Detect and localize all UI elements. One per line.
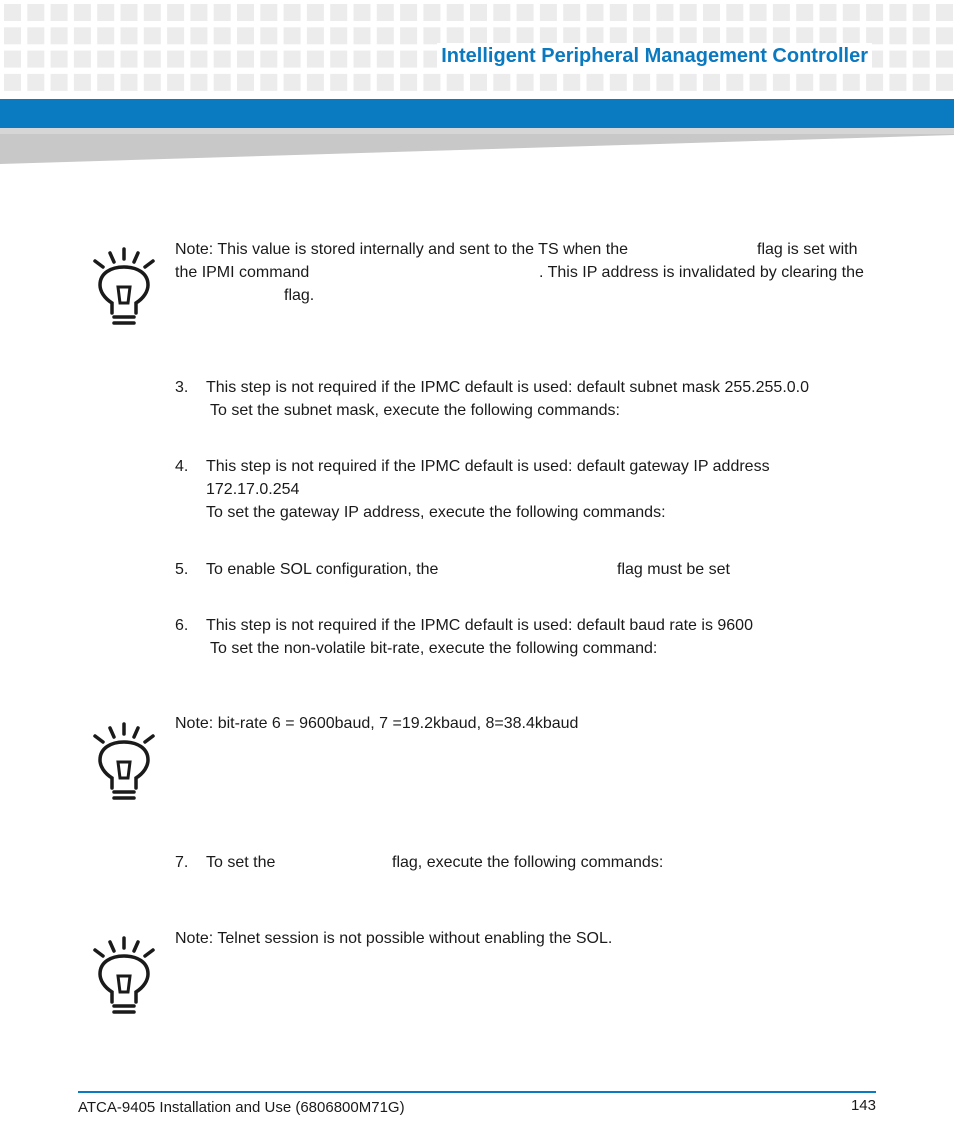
pattern-square [4, 74, 21, 91]
pattern-square [74, 74, 91, 91]
pattern-square [470, 74, 487, 91]
pattern-square [493, 4, 510, 21]
pattern-square [284, 51, 301, 68]
page-number: 143 [850, 1097, 876, 1114]
pattern-square [913, 27, 930, 44]
step-6-line-1: This step is not required if the IPMC default is used: default baud rate is 9600 [206, 617, 753, 634]
pattern-square [27, 4, 44, 21]
pattern-square [330, 74, 347, 91]
pattern-square [330, 27, 347, 44]
step-4-number: 4. [175, 458, 189, 475]
step-3-line-2: To set the subnet mask, execute the following commands: [210, 402, 620, 419]
pattern-square [4, 51, 21, 68]
pattern-square [587, 74, 604, 91]
section-title: Intelligent Peripheral Management Controller [437, 43, 872, 69]
pattern-square [773, 4, 790, 21]
pattern-square [423, 4, 440, 21]
pattern-square [307, 27, 324, 44]
pattern-square [214, 4, 231, 21]
note-1-line-2a: the IPMI command [175, 264, 310, 281]
pattern-square [27, 51, 44, 68]
pattern-square [820, 27, 837, 44]
pattern-square [190, 51, 207, 68]
pattern-square [843, 27, 860, 44]
note-1-line-1a: Note: This value is stored internally and sent to the TS when the [175, 241, 628, 258]
pattern-square [913, 74, 930, 91]
pattern-square [913, 51, 930, 68]
pattern-square [796, 27, 813, 44]
pattern-square [703, 74, 720, 91]
pattern-square [190, 74, 207, 91]
pattern-square [307, 74, 324, 91]
pattern-square [773, 74, 790, 91]
step-5-line-1a: To enable SOL configuration, the [206, 561, 439, 578]
pattern-square [400, 51, 417, 68]
pattern-square [4, 4, 21, 21]
pattern-square [354, 74, 371, 91]
step-4-line-1: This step is not required if the IPMC default is used: default gateway IP address [206, 458, 770, 475]
pattern-square [936, 74, 953, 91]
step-4-line-2: 172.17.0.254 [206, 481, 300, 498]
pattern-square [633, 27, 650, 44]
pattern-square [354, 51, 371, 68]
pattern-square [190, 27, 207, 44]
pattern-square [97, 51, 114, 68]
pattern-square [656, 4, 673, 21]
pattern-square [27, 27, 44, 44]
pattern-square [74, 27, 91, 44]
pattern-square [121, 51, 138, 68]
pattern-square [843, 74, 860, 91]
pattern-square [470, 4, 487, 21]
pattern-square [237, 27, 254, 44]
pattern-square [144, 27, 161, 44]
pattern-square [517, 27, 534, 44]
pattern-square [51, 51, 68, 68]
footer-document-title: ATCA-9405 Installation and Use (6806800M71G) [78, 1099, 405, 1116]
pattern-square [820, 74, 837, 91]
step-6-number: 6. [175, 617, 189, 634]
pattern-square [726, 74, 743, 91]
pattern-square [97, 27, 114, 44]
pattern-square [27, 74, 44, 91]
pattern-square [796, 4, 813, 21]
pattern-square [540, 74, 557, 91]
pattern-square [214, 51, 231, 68]
pattern-square [796, 74, 813, 91]
pattern-square [237, 74, 254, 91]
pattern-square [74, 4, 91, 21]
pattern-square [307, 51, 324, 68]
pattern-square [121, 27, 138, 44]
pattern-square [167, 27, 184, 44]
step-5-line-1b: flag must be set [617, 561, 730, 578]
pattern-square [260, 74, 277, 91]
pattern-square [493, 74, 510, 91]
pattern-square [936, 51, 953, 68]
pattern-square [936, 27, 953, 44]
pattern-square [633, 74, 650, 91]
note-1-line-2b: . This IP address is invalidated by clearing the [539, 264, 864, 281]
pattern-square [680, 74, 697, 91]
pattern-square [260, 4, 277, 21]
pattern-square [400, 4, 417, 21]
pattern-square [493, 27, 510, 44]
pattern-square [97, 74, 114, 91]
lightbulb-icon [92, 936, 156, 1018]
pattern-square [610, 4, 627, 21]
pattern-square [400, 27, 417, 44]
step-7-line-1b: flag, execute the following commands: [392, 854, 664, 871]
pattern-square [889, 51, 906, 68]
pattern-square [377, 27, 394, 44]
pattern-square [377, 74, 394, 91]
pattern-square [190, 4, 207, 21]
pattern-square [866, 4, 883, 21]
pattern-square [284, 74, 301, 91]
pattern-square [423, 74, 440, 91]
pattern-square [889, 74, 906, 91]
pattern-square [284, 4, 301, 21]
pattern-square [214, 27, 231, 44]
pattern-square [354, 27, 371, 44]
pattern-square [563, 27, 580, 44]
pattern-square [843, 4, 860, 21]
pattern-square [144, 51, 161, 68]
pattern-square [750, 74, 767, 91]
pattern-square [680, 27, 697, 44]
header-blue-bar [0, 99, 954, 128]
pattern-square [330, 4, 347, 21]
step-3-number: 3. [175, 379, 189, 396]
pattern-square [773, 27, 790, 44]
pattern-square [610, 74, 627, 91]
step-7-line-1a: To set the [206, 854, 276, 871]
pattern-square [680, 4, 697, 21]
pattern-square [377, 51, 394, 68]
pattern-square [726, 4, 743, 21]
pattern-square [726, 27, 743, 44]
pattern-square [284, 27, 301, 44]
pattern-square [447, 27, 464, 44]
pattern-square [540, 4, 557, 21]
pattern-square [610, 27, 627, 44]
pattern-square [167, 74, 184, 91]
pattern-square [330, 51, 347, 68]
pattern-square [587, 27, 604, 44]
note-2-text: Note: bit-rate 6 = 9600baud, 7 =19.2kbaud, 8=38.4kbaud [175, 715, 579, 732]
pattern-square [144, 4, 161, 21]
pattern-square [703, 4, 720, 21]
pattern-square [97, 4, 114, 21]
pattern-square [656, 27, 673, 44]
pattern-square [866, 74, 883, 91]
pattern-square [4, 27, 21, 44]
pattern-square [214, 74, 231, 91]
footer-rule [78, 1091, 876, 1093]
pattern-square [354, 4, 371, 21]
lightbulb-icon [92, 247, 156, 329]
pattern-square [587, 4, 604, 21]
pattern-square [237, 51, 254, 68]
pattern-square [633, 4, 650, 21]
pattern-square [750, 27, 767, 44]
pattern-square [517, 4, 534, 21]
note-1-line-3: flag. [284, 287, 315, 304]
pattern-square [377, 4, 394, 21]
step-3-line-1: This step is not required if the IPMC default is used: default subnet mask 255.255.0.0 [206, 379, 810, 396]
step-7-number: 7. [175, 854, 189, 871]
pattern-square [121, 74, 138, 91]
pattern-square [517, 74, 534, 91]
pattern-square [913, 4, 930, 21]
note-3-text: Note: Telnet session is not possible without enabling the SOL. [175, 930, 613, 947]
pattern-square [74, 51, 91, 68]
pattern-square [51, 4, 68, 21]
pattern-square [400, 74, 417, 91]
pattern-square [423, 27, 440, 44]
step-4-line-3: To set the gateway IP address, execute the following commands: [206, 504, 666, 521]
step-5-number: 5. [175, 561, 189, 578]
header-gray-wedge [0, 128, 954, 164]
pattern-square [144, 74, 161, 91]
pattern-square [563, 74, 580, 91]
pattern-square [51, 27, 68, 44]
pattern-square [307, 4, 324, 21]
pattern-square [447, 4, 464, 21]
pattern-square [820, 4, 837, 21]
lightbulb-icon [92, 722, 156, 804]
pattern-square [121, 4, 138, 21]
pattern-square [889, 27, 906, 44]
pattern-square [889, 4, 906, 21]
pattern-square [51, 74, 68, 91]
pattern-square [656, 74, 673, 91]
pattern-square [540, 27, 557, 44]
pattern-square [750, 4, 767, 21]
pattern-square [260, 27, 277, 44]
step-6-line-2: To set the non-volatile bit-rate, execute the following command: [210, 640, 658, 657]
note-1-line-1b: flag is set with [757, 241, 858, 258]
pattern-square [936, 4, 953, 21]
pattern-square [167, 51, 184, 68]
pattern-square [470, 27, 487, 44]
pattern-square [866, 27, 883, 44]
pattern-square [260, 51, 277, 68]
pattern-square [703, 27, 720, 44]
pattern-square [447, 74, 464, 91]
pattern-square [563, 4, 580, 21]
pattern-square [167, 4, 184, 21]
pattern-square [237, 4, 254, 21]
